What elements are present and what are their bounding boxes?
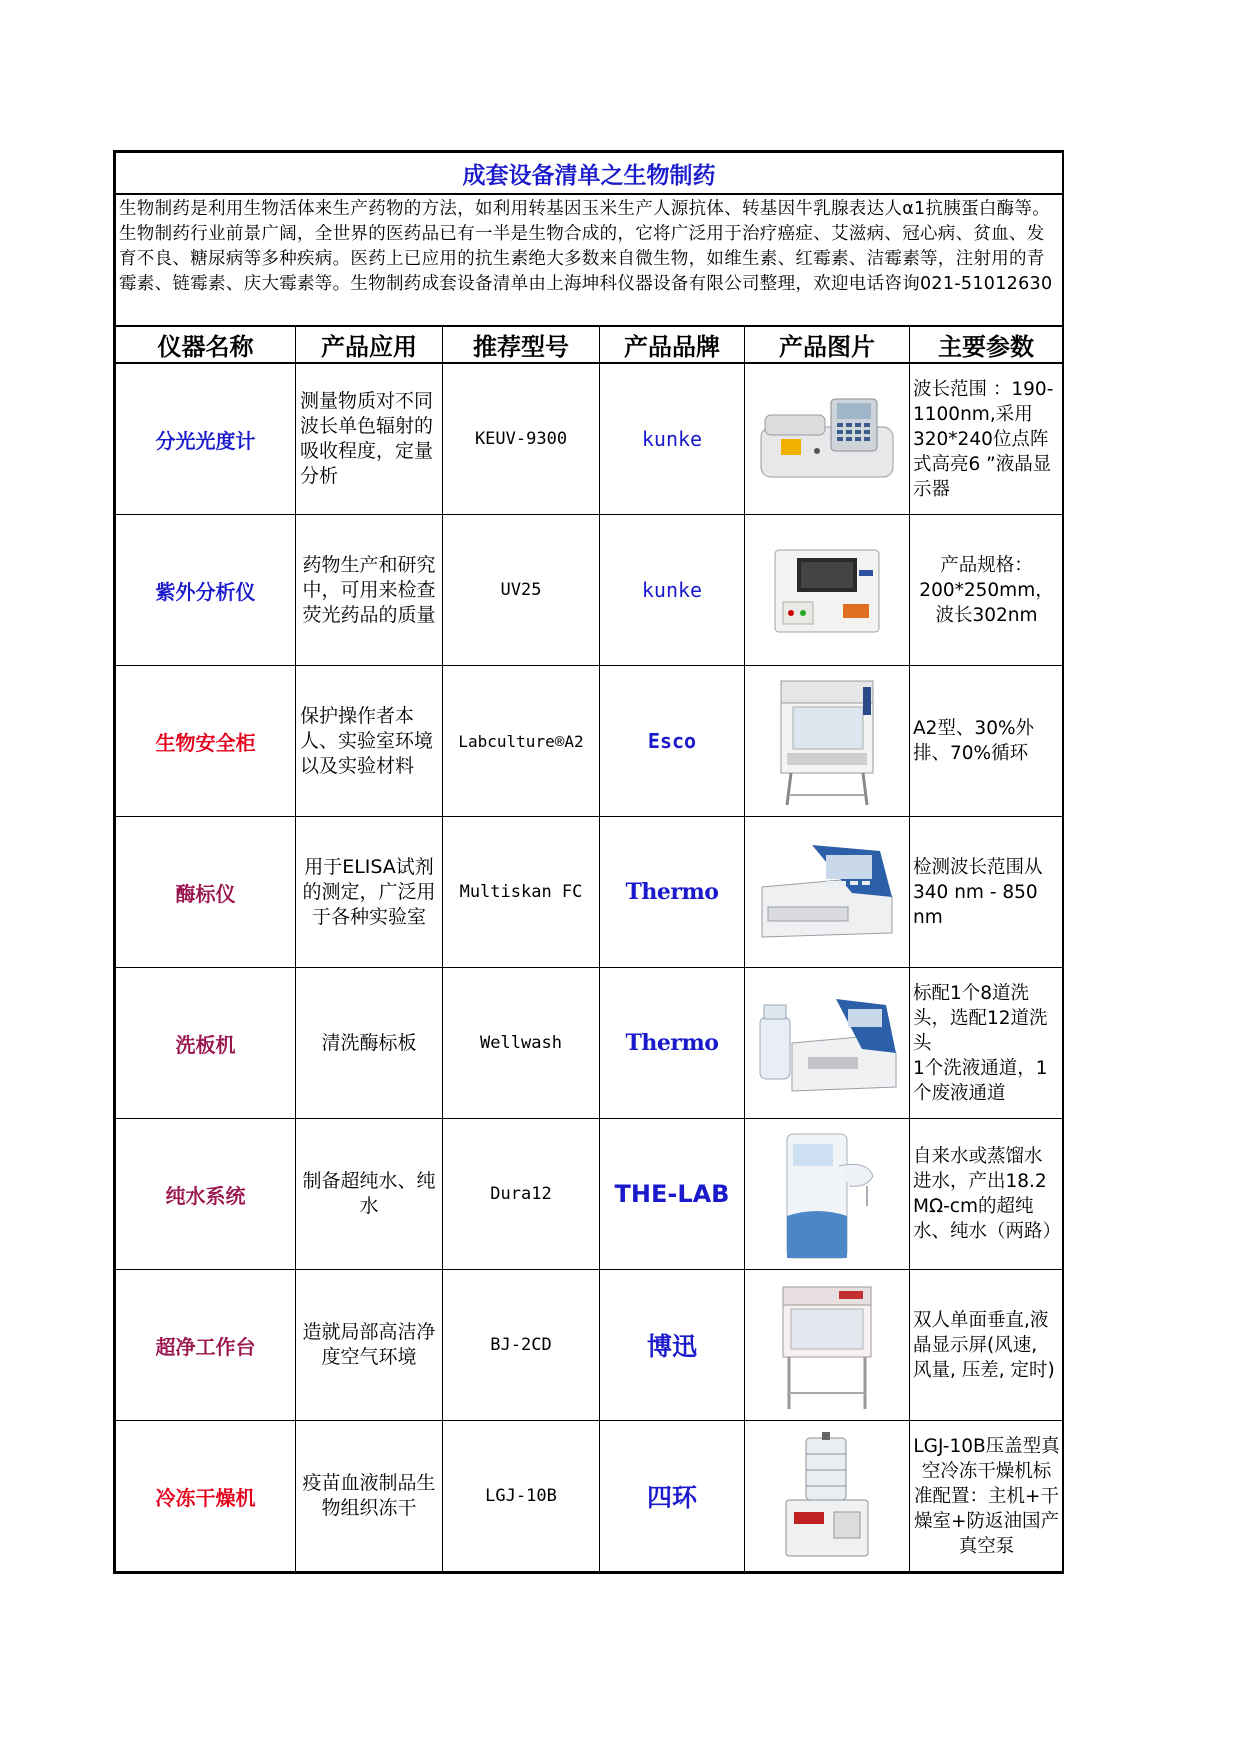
instrument-name: 洗板机 — [116, 968, 296, 1119]
main-parameters: 产品规格：200*250mm，波长302nm — [910, 515, 1063, 666]
spectrophotometer-image — [757, 389, 897, 489]
header-params: 主要参数 — [910, 326, 1063, 363]
product-image-cell — [745, 1270, 910, 1421]
biosafety-cabinet-image — [767, 673, 887, 809]
table-row — [116, 666, 1063, 817]
model-number: KEUV-9300 — [443, 363, 600, 515]
plate-washer-image — [752, 983, 902, 1103]
header-name: 仪器名称 — [116, 326, 296, 363]
table-row — [116, 515, 1063, 666]
main-parameters: 检测波长范围从340 nm - 850 nm — [910, 817, 1063, 968]
header-brand: 产品品牌 — [600, 326, 745, 363]
main-parameters: 自来水或蒸馏水进水，产出18.2 MΩ-cm的超纯水、纯水（两路） — [910, 1119, 1063, 1270]
header-model: 推荐型号 — [443, 326, 600, 363]
instrument-name: 冷冻干燥机 — [116, 1421, 296, 1572]
brand-name: kunke — [600, 363, 745, 515]
product-application: 测量物质对不同波长单色辐射的吸收程度，定量分析 — [296, 363, 443, 515]
instrument-name: 酶标仪 — [116, 817, 296, 968]
brand-name: Thermo — [600, 817, 745, 968]
product-image-cell — [745, 968, 910, 1119]
main-parameters: A2型、30%外排、70%循环 — [910, 666, 1063, 817]
brand-name: THE-LAB — [600, 1119, 745, 1270]
model-number: BJ-2CD — [443, 1270, 600, 1421]
product-image-cell — [745, 515, 910, 666]
brand-name: Esco — [600, 666, 745, 817]
product-image-cell — [745, 363, 910, 515]
page-title: 成套设备清单之生物制药 — [116, 153, 1063, 195]
brand-name: 博迅 — [600, 1270, 745, 1421]
product-application: 保护操作者本人、实验室环境以及实验材料 — [296, 666, 443, 817]
product-application: 药物生产和研究中，可用来检查荧光药品的质量 — [296, 515, 443, 666]
product-application: 制备超纯水、纯水 — [296, 1119, 443, 1270]
product-application: 用于ELISA试剂的测定，广泛用于各种实验室 — [296, 817, 443, 968]
model-number: Labculture®A2 — [443, 666, 600, 817]
table-row — [116, 1421, 1063, 1572]
microplate-reader-image — [752, 837, 902, 947]
brand-name: 四环 — [600, 1421, 745, 1572]
uv-analyzer-image — [767, 540, 887, 640]
table-row — [116, 363, 1063, 515]
product-application: 疫苗血液制品生物组织冻干 — [296, 1421, 443, 1572]
product-image-cell — [745, 666, 910, 817]
table-row — [116, 1270, 1063, 1421]
main-parameters: 双人单面垂直,液晶显示屏(风速, 风量, 压差, 定时) — [910, 1270, 1063, 1421]
instrument-name: 分光光度计 — [116, 363, 296, 515]
brand-name: Thermo — [600, 968, 745, 1119]
table-row — [116, 968, 1063, 1119]
header-image: 产品图片 — [745, 326, 910, 363]
water-purifier-image — [767, 1126, 887, 1262]
equipment-list-sheet — [113, 150, 1064, 1574]
instrument-name: 紫外分析仪 — [116, 515, 296, 666]
instrument-name: 超净工作台 — [116, 1270, 296, 1421]
product-application: 清洗酶标板 — [296, 968, 443, 1119]
product-image-cell — [745, 1421, 910, 1572]
intro-text: 生物制药是利用生物活体来生产药物的方法，如利用转基因玉米生产人源抗体、转基因牛乳腺表达人α1抗胰蛋白酶等。生物制药行业前景广阔，全世界的医药品已有一半是生物合成的，它将广泛用于治疗癌症、艾滋病、冠心病、贫血、发育不良、糖尿病等多种疾病。医药上已应用的抗生素绝大多数来自微生物，如维生素、红霉素、洁霉素等，注射用的青霉素、链霉素、庆大霉素等。生物制药成套设备清单由上海坤科仪器设备有限公司整理，欢迎电话咨询021-51012630 — [116, 194, 1063, 326]
clean-bench-image — [767, 1277, 887, 1413]
brand-name: kunke — [600, 515, 745, 666]
equipment-table — [115, 152, 1063, 1572]
instrument-name: 生物安全柜 — [116, 666, 296, 817]
table-row — [116, 817, 1063, 968]
instrument-name: 纯水系统 — [116, 1119, 296, 1270]
main-parameters: 波长范围 ：190-1100nm,采用320*240位点阵式高亮6 ”液晶显示器 — [910, 363, 1063, 515]
table-row — [116, 1119, 1063, 1270]
product-image-cell — [745, 1119, 910, 1270]
product-image-cell — [745, 817, 910, 968]
header-application: 产品应用 — [296, 326, 443, 363]
model-number: Wellwash — [443, 968, 600, 1119]
freeze-dryer-image — [772, 1428, 882, 1564]
header-row — [116, 326, 1063, 363]
product-application: 造就局部高洁净度空气环境 — [296, 1270, 443, 1421]
model-number: Dura12 — [443, 1119, 600, 1270]
model-number: Multiskan FC — [443, 817, 600, 968]
main-parameters: LGJ-10B压盖型真空冷冻干燥机标准配置：主机+干燥室+防返油国产真空泵 — [910, 1421, 1063, 1572]
model-number: UV25 — [443, 515, 600, 666]
main-parameters: 标配1个8道洗头，选配12道洗头 1个洗液通道，1个废液通道 — [910, 968, 1063, 1119]
model-number: LGJ-10B — [443, 1421, 600, 1572]
